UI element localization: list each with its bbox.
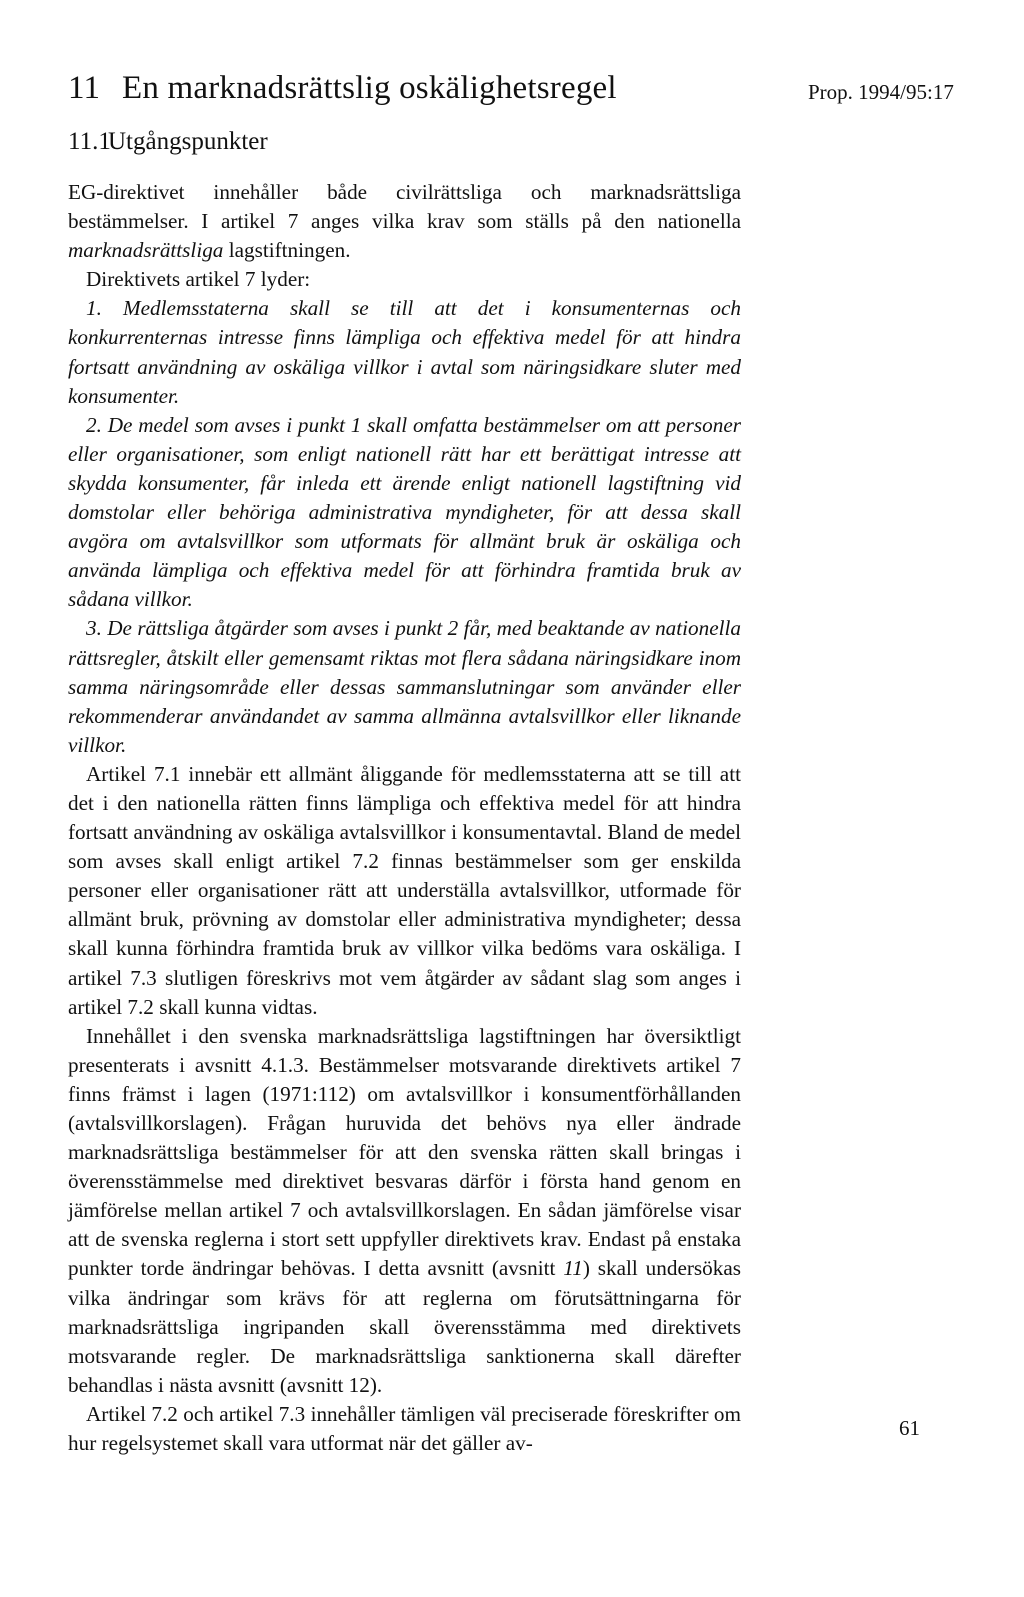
paragraph-intro-text: EG-direktivet innehåller både civilrättsliga och marknadsrättsliga bestämmelser. I artikel 7 anges vilka krav som ställs på den nationella <box>68 180 741 234</box>
paragraph-intro-italic: marknadsrättsliga <box>68 238 224 263</box>
quote-point-3: 3. De rättsliga åtgärder som avses i punkt 2 får, med beaktande av nationella rättsregler, åtskilt eller gemensamt riktas mot flera sådana näringsidkare inom samma näringsområde eller dessas sammanslutningar som använder eller rekommenderar användandet av samma allmänna avtalsvillkor eller liknande villkor. <box>68 616 741 757</box>
body-text <box>68 178 741 1458</box>
paragraph-swedish-law-text: Innehållet i den svenska marknadsrättsliga lagstiftningen har översiktligt presenterats i avsnitt 4.1.3. Bestämmelser motsvarande direktivets artikel 7 finns främst i lagen (1971:112) om avtalsvillkor i konsumentförhållanden (avtalsvillkorslagen). Frågan huruvida det behövs nya eller ändrade marknadsrättsliga bestämmelser för att den svenska rätten skall bringas i överensstämmelse med direktivet besvaras därför i första hand genom en jämförelse mellan artikel 7 och avtalsvillkorslagen. En sådan jämförelse visar att de svenska reglerna i stort sett uppfyller direktivets krav. Endast på enstaka punkter torde ändringar behövas. I detta avsnitt <box>68 1023 741 1281</box>
paragraph-article-7-1: Artikel 7.1 innebär ett allmänt åliggande för medlemsstaterna att se till att det i den nationella rätten finns lämpliga och effektiva medel för att hindra fortsatt användning av oskäliga avtalsvillkor i konsumentavtal. Bland de medel som avses skall enligt artikel 7.2 finnas bestämmelser som ger enskilda personer eller organisationer rätt att underställa avtalsvillkor, utformade för allmänt bruk, prövning av domstolar eller administrativa myndigheter; dessa skall kunna förhindra framtida bruk av villkor vilka bedöms vara oskäliga. I artikel 7.3 slutligen föreskrivs mot vem åtgärder av sådant slag som anges i artikel 7.2 skall kunna vidtas. <box>68 761 741 1019</box>
proposition-reference: Prop. 1994/95:17 <box>808 80 954 104</box>
section-number: 11.1 <box>68 128 111 155</box>
chapter-number: 11 <box>68 70 101 106</box>
paragraph-article-lead: Direktivets artikel 7 lyder: <box>86 267 311 292</box>
section-title: Utgångspunkter <box>108 128 268 155</box>
paragraph-swedish-law <box>68 1022 741 1400</box>
paragraph-article-7-2: Artikel 7.2 och artikel 7.3 innehåller tämligen väl preciserade föreskrifter om hur regelsystemet skall vara utformat när det gäller av- <box>68 1401 741 1456</box>
chapter-title: En marknadsrättslig oskälighetsregel <box>122 70 617 106</box>
paragraph-swedish-law-tail: ) skall undersökas vilka ändringar som krävs för att reglerna om förutsättningarna för marknadsrättsliga ingripanden skall överensstämma med direktivets motsvarande regler. De marknadsrättsliga sanktionerna skall därefter behandlas i nästa avsnitt (avsnitt 12). <box>68 1256 741 1397</box>
section-heading <box>68 128 268 156</box>
page-number: 61 <box>899 1416 920 1440</box>
quote-point-2: 2. De medel som avses i punkt 1 skall omfatta bestämmelser om att personer eller organisationer, som enligt nationell rätt har ett berättigat intresse att skydda konsumenter, får inleda ett ärende enligt nationell lagstiftning vid domstolar eller behöriga administrativa myndigheter, för att dessa skall avgöra om avtalsvillkor som utformats för allmänt bruk är oskäliga och använda lämpliga och effektiva medel för att förhindra framtida bruk av sådana villkor. <box>68 412 741 612</box>
section-ref-italic: 11 <box>563 1256 583 1281</box>
quote-point-1: 1. Medlemsstaterna skall se till att det i konsumenternas och konkurrenternas intresse finns lämpliga och effektiva medel för att hindra fortsatt användning av oskäliga villkor i avtal som näringsidkare sluter med konsumenter. <box>68 296 741 408</box>
chapter-heading <box>68 70 617 107</box>
paragraph-intro <box>68 178 741 265</box>
paragraph-intro-tail: lagstiftningen. <box>223 238 351 263</box>
paragraph-swedish-law-open: (avsnitt <box>484 1256 564 1281</box>
